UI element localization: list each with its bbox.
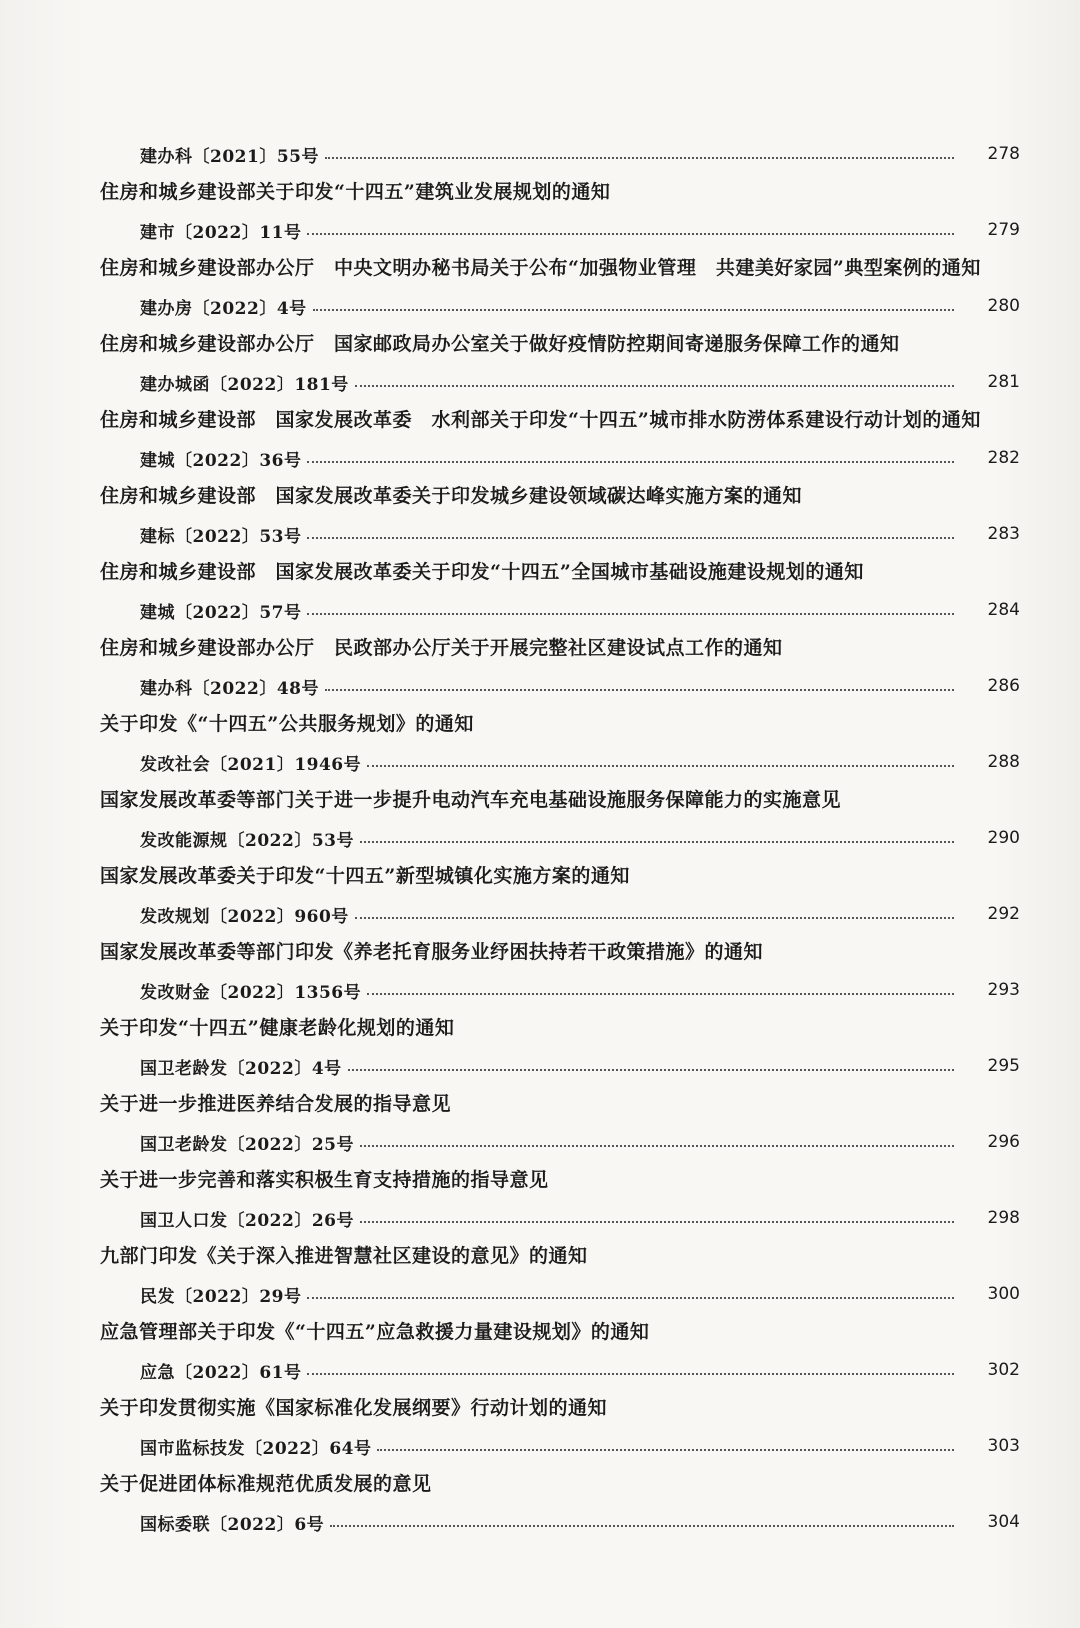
toc-ref-line (140, 1428, 1020, 1464)
toc-ref-line (140, 364, 1020, 400)
document-number: 建城〔2022〕57号 (140, 602, 302, 623)
dot-leader (307, 461, 954, 463)
toc-entry (0, 478, 1080, 554)
page-number: 288 (987, 752, 1020, 772)
page-number: 292 (987, 904, 1020, 924)
toc-ref-line (140, 744, 1020, 780)
entry-title: 关于进一步推进医养结合发展的指导意见 (100, 1093, 452, 1115)
entry-title: 住房和城乡建设部办公厅 国家邮政局办公室关于做好疫情防控期间寄递服务保障工作的通知 (100, 333, 900, 355)
toc-entry (0, 250, 1080, 326)
document-number: 发改能源规〔2022〕53号 (140, 830, 354, 851)
dot-leader (355, 917, 954, 919)
page-number: 280 (987, 296, 1020, 316)
toc-entry (0, 402, 1080, 478)
page-number: 298 (987, 1208, 1020, 1228)
entry-title: 关于印发“十四五”健康老龄化规划的通知 (100, 1017, 455, 1039)
toc-entry-continued (0, 136, 1080, 174)
entry-title: 关于印发《“十四五”公共服务规划》的通知 (100, 713, 474, 735)
entry-title: 住房和城乡建设部关于印发“十四五”建筑业发展规划的通知 (100, 181, 611, 203)
dot-leader (313, 309, 954, 311)
toc-ref-line (140, 896, 1020, 932)
toc-ref-line (140, 1048, 1020, 1084)
entry-title: 住房和城乡建设部办公厅 中央文明办秘书局关于公布“加强物业管理 共建美好家园”典型案例的通知 (100, 257, 981, 279)
entry-title: 应急管理部关于印发《“十四五”应急救援力量建设规划》的通知 (100, 1321, 650, 1343)
dot-leader (367, 993, 954, 995)
document-number: 发改财金〔2022〕1356号 (140, 982, 362, 1003)
entry-title: 关于进一步完善和落实积极生育支持措施的指导意见 (100, 1169, 549, 1191)
dot-leader (307, 613, 954, 615)
dot-leader (307, 1373, 954, 1375)
dot-leader (348, 1069, 954, 1071)
entry-title: 住房和城乡建设部 国家发展改革委关于印发“十四五”全国城市基础设施建设规划的通知 (100, 561, 864, 583)
entry-title: 关于印发贯彻实施《国家标准化发展纲要》行动计划的通知 (100, 1397, 608, 1419)
dot-leader (307, 233, 954, 235)
document-number: 建标〔2022〕53号 (140, 526, 302, 547)
toc-ref-line (140, 1200, 1020, 1236)
page-number: 286 (987, 676, 1020, 696)
toc-ref-line (140, 136, 1020, 172)
toc-entry (0, 934, 1080, 1010)
entry-title: 国家发展改革委等部门印发《养老托育服务业纾困扶持若干政策措施》的通知 (100, 941, 764, 963)
document-number: 建城〔2022〕36号 (140, 450, 302, 471)
toc-entry (0, 858, 1080, 934)
table-of-contents (0, 136, 1080, 1542)
dot-leader (377, 1449, 954, 1451)
dot-leader (307, 1297, 954, 1299)
toc-ref-line (140, 440, 1020, 476)
entry-title: 九部门印发《关于深入推进智慧社区建设的意见》的通知 (100, 1245, 588, 1267)
dot-leader (325, 689, 954, 691)
toc-ref-line (140, 288, 1020, 324)
page-number: 295 (987, 1056, 1020, 1076)
toc-entry (0, 630, 1080, 706)
toc-ref-line (140, 592, 1020, 628)
page-number: 296 (987, 1132, 1020, 1152)
toc-entry (0, 1466, 1080, 1542)
document-number: 发改社会〔2021〕1946号 (140, 754, 362, 775)
page-number: 290 (987, 828, 1020, 848)
document-number: 国卫老龄发〔2022〕4号 (140, 1058, 342, 1079)
page-number: 281 (987, 372, 1020, 392)
toc-ref-line (140, 1504, 1020, 1540)
page-number: 283 (987, 524, 1020, 544)
toc-entry (0, 1086, 1080, 1162)
dot-leader (307, 537, 954, 539)
document-number: 发改规划〔2022〕960号 (140, 906, 349, 927)
toc-entry (0, 1238, 1080, 1314)
page-number: 304 (987, 1512, 1020, 1532)
entry-title: 住房和城乡建设部 国家发展改革委关于印发城乡建设领域碳达峰实施方案的通知 (100, 485, 803, 507)
document-number: 国标委联〔2022〕6号 (140, 1514, 325, 1535)
document-number: 建办科〔2021〕55号 (140, 146, 319, 167)
toc-ref-line (140, 1352, 1020, 1388)
page-number: 279 (987, 220, 1020, 240)
toc-entry (0, 782, 1080, 858)
document-number: 国卫人口发〔2022〕26号 (140, 1210, 354, 1231)
toc-entry (0, 706, 1080, 782)
dot-leader (330, 1525, 954, 1527)
page-number: 284 (987, 600, 1020, 620)
dot-leader (367, 765, 954, 767)
page-number: 302 (987, 1360, 1020, 1380)
toc-ref-line (140, 820, 1020, 856)
toc-entry (0, 1010, 1080, 1086)
toc-entry (0, 1390, 1080, 1466)
entry-title: 关于促进团体标准规范优质发展的意见 (100, 1473, 432, 1495)
dot-leader (360, 1145, 954, 1147)
toc-ref-line (140, 1124, 1020, 1160)
page-number: 278 (987, 144, 1020, 164)
toc-entry (0, 174, 1080, 250)
toc-ref-line (140, 212, 1020, 248)
document-number: 应急〔2022〕61号 (140, 1362, 302, 1383)
dot-leader (325, 157, 954, 159)
entry-title: 国家发展改革委关于印发“十四五”新型城镇化实施方案的通知 (100, 865, 630, 887)
toc-entry (0, 326, 1080, 402)
entry-title: 住房和城乡建设部办公厅 民政部办公厅关于开展完整社区建设试点工作的通知 (100, 637, 783, 659)
entry-title: 国家发展改革委等部门关于进一步提升电动汽车充电基础设施服务保障能力的实施意见 (100, 789, 842, 811)
dot-leader (355, 385, 954, 387)
document-number: 建办科〔2022〕48号 (140, 678, 319, 699)
document-number: 建市〔2022〕11号 (140, 222, 302, 243)
toc-ref-line (140, 1276, 1020, 1312)
page-number: 300 (987, 1284, 1020, 1304)
document-number: 建办房〔2022〕4号 (140, 298, 307, 319)
toc-entry (0, 554, 1080, 630)
toc-ref-line (140, 668, 1020, 704)
page-number: 303 (987, 1436, 1020, 1456)
toc-entry (0, 1162, 1080, 1238)
toc-entry (0, 1314, 1080, 1390)
document-number: 建办城函〔2022〕181号 (140, 374, 349, 395)
toc-entries (0, 174, 1080, 1542)
page-number: 293 (987, 980, 1020, 1000)
document-number: 国市监标技发〔2022〕64号 (140, 1438, 372, 1459)
page-number: 282 (987, 448, 1020, 468)
entry-title: 住房和城乡建设部 国家发展改革委 水利部关于印发“十四五”城市排水防涝体系建设行动计划的通知 (100, 409, 981, 431)
dot-leader (360, 1221, 954, 1223)
dot-leader (360, 841, 954, 843)
toc-ref-line (140, 516, 1020, 552)
document-number: 国卫老龄发〔2022〕25号 (140, 1134, 354, 1155)
toc-ref-line (140, 972, 1020, 1008)
document-number: 民发〔2022〕29号 (140, 1286, 302, 1307)
